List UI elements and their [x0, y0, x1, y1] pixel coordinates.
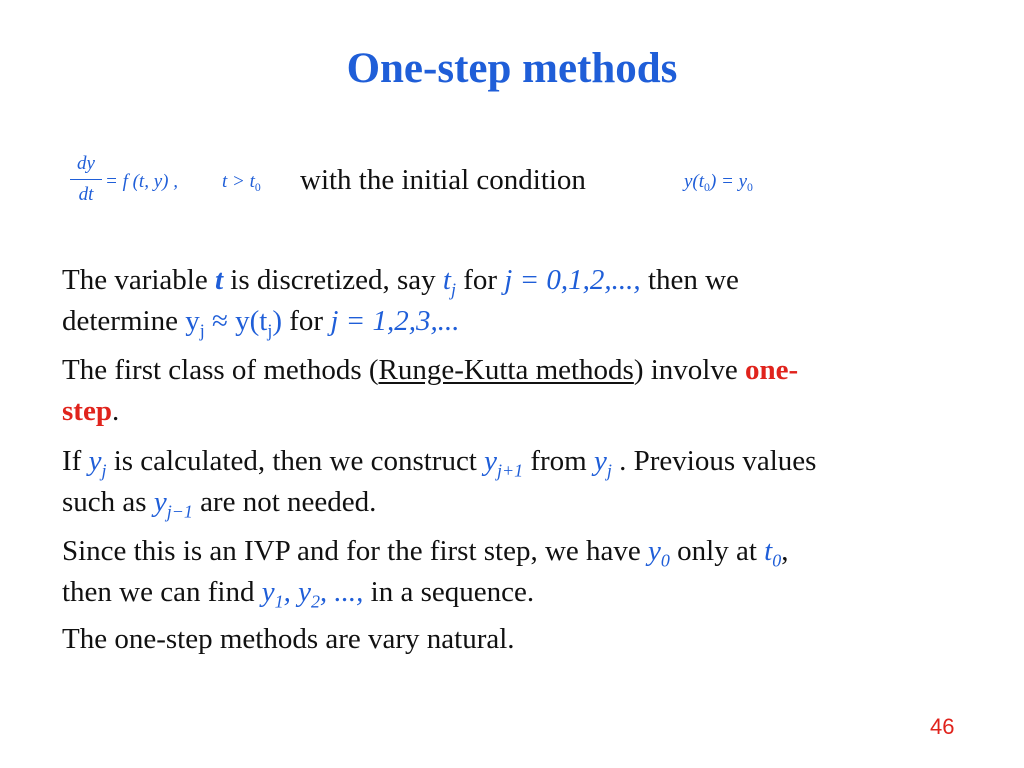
paragraph-discretization: The variable t is discretized, say $t_j$ for j = 0,1,2,..., then we determine $y_j \approx y(t_j)$ for j = 1,2,3,...: [62, 264, 739, 341]
fraction-denominator: dt: [78, 184, 94, 205]
paragraph-construction: If $y_j$ is calculated, then we construct $y_{j+1}$ from $y_j$ . Previous values such as $y_{j-1}$ are not needed.: [62, 445, 817, 522]
page-number: 46: [930, 714, 955, 739]
fraction-bar: [70, 179, 102, 180]
fraction-numerator: dy: [77, 153, 95, 174]
runge-kutta-link[interactable]: Runge-Kutta methods: [378, 354, 634, 386]
initial-condition-equation: $y(t_0) = y_0$: [684, 171, 753, 195]
ode-domain-condition: $t > t_0$: [222, 171, 261, 195]
paragraph-ivp-sequence: Since this is an IVP and for the first step, we have $y_0$ only at $t_0$, then we can find $y_1$, $y_2$, ..., in a sequence.: [62, 535, 789, 612]
paragraph-conclusion: The one-step methods are vary natural.: [62, 623, 515, 655]
derivative-fraction: [70, 152, 102, 207]
initial-condition-text: with the initial condition: [300, 164, 586, 196]
ode-equation-row: [0, 152, 1024, 222]
paragraph-runge-kutta: The first class of methods (Runge-Kutta methods) involve one- step.: [62, 354, 799, 427]
ode-right-hand-side: = f (t, y) ,: [105, 171, 178, 192]
slide-title: One-step methods: [346, 45, 678, 92]
